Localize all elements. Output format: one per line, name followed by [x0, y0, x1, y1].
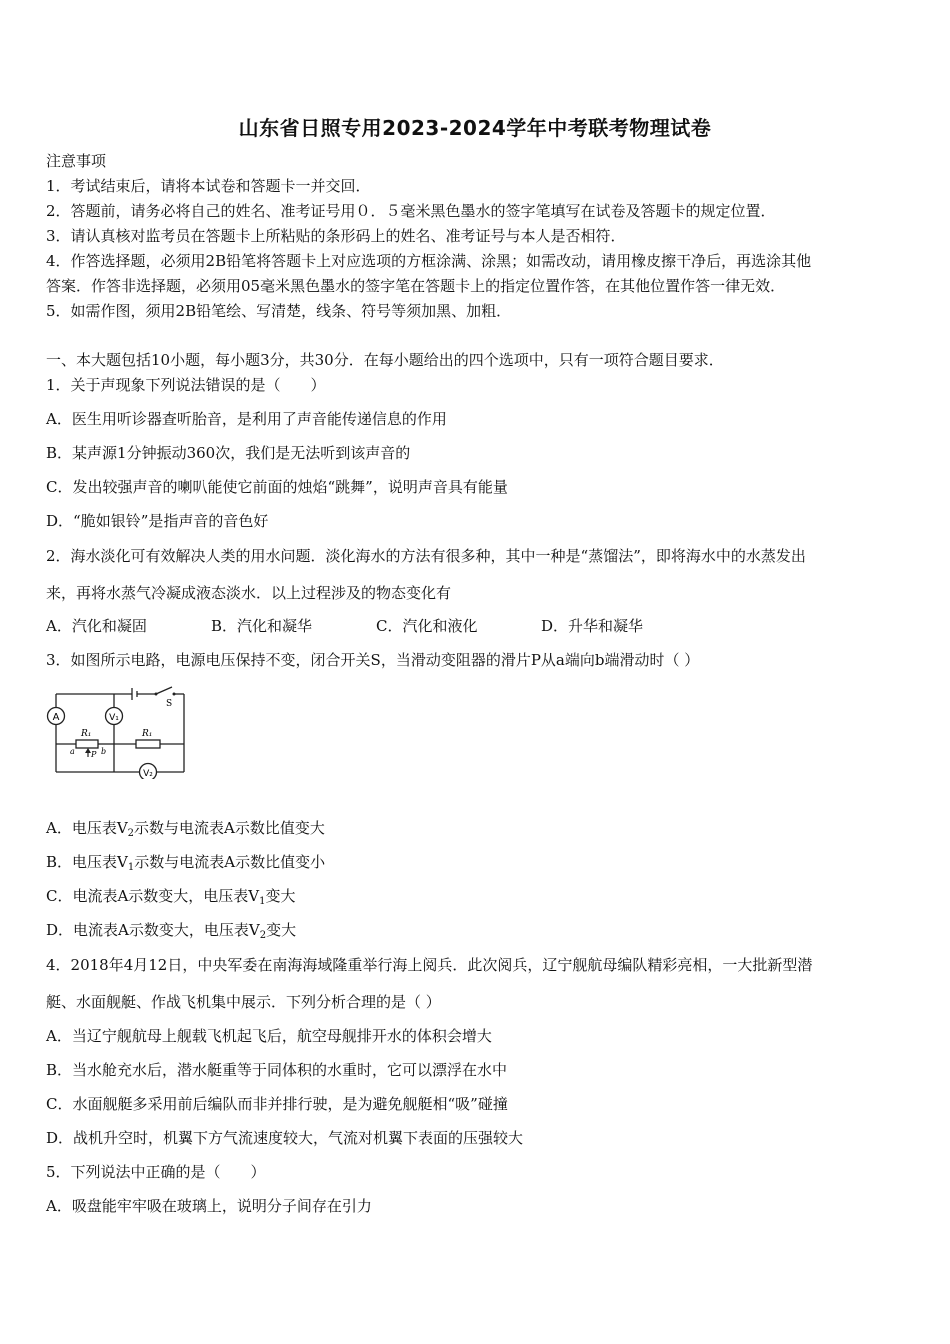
question-3-option-b: B．电压表$V_1$示数与电流表A示数比值变小 — [46, 853, 326, 873]
question-2-stem-cont: 来，再将水蒸气冷凝成液态淡水．以上过程涉及的物态变化有 — [46, 584, 452, 602]
end-a-label: a — [70, 747, 75, 756]
question-3-stem: 3．如图所示电路，电源电压保持不变，闭合开关S，当滑动变阻器的滑片P从a端向b端滑动时（ ） — [46, 651, 700, 669]
question-2-option-c: C．汽化和液化 — [376, 617, 478, 635]
notice-item: 3．请认真核对监考员在答题卡上所粘贴的条形码上的姓名、准考证号与本人是否相符． — [46, 227, 626, 245]
question-1-option-d: D．“脆如银铃”是指声音的音色好 — [46, 512, 269, 530]
question-1-option-b: B．某声源1分钟振动360次，我们是无法听到该声音的 — [46, 444, 411, 462]
question-5-option-a: A．吸盘能牢牢吸在玻璃上，说明分子间存在引力 — [46, 1197, 372, 1215]
notice-heading: 注意事项 — [46, 152, 107, 170]
question-2-option-a: A．汽化和凝固 — [46, 617, 147, 635]
question-4-option-b: B．当水舱充水后，潜水艇重等于同体积的水重时，它可以漂浮在水中 — [46, 1061, 508, 1079]
question-3-option-a: A．电压表$V_2$示数与电流表A示数比值变大 — [46, 819, 325, 839]
question-4-option-c: C．水面舰艇多采用前后编队而非并排行驶，是为避免舰艇相“吸”碰撞 — [46, 1095, 508, 1113]
question-3-option-d: D．电流表A示数变大，电压表$V_2$变大 — [46, 921, 297, 941]
circuit-diagram — [44, 684, 189, 779]
notice-item: 2．答题前，请务必将自己的姓名、准考证号用０．５毫米黑色墨水的签字笔填写在试卷及答题卡的规定位置． — [46, 202, 776, 220]
r2-label: R₁ — [142, 729, 153, 739]
question-5-stem: 5．下列说法中正确的是（ ） — [46, 1163, 266, 1181]
question-3-option-c: C．电流表A示数变大，电压表$V_1$变大 — [46, 887, 296, 907]
voltmeter-v1-label: V₁ — [109, 713, 119, 723]
slider-p-label: P — [91, 750, 97, 759]
section-heading: 一、本大题包括10小题，每小题3分，共30分．在每小题给出的四个选项中，只有一项符合题目要求． — [46, 351, 724, 369]
question-4-stem-cont: 艇、水面舰艇、作战飞机集中展示．下列分析合理的是（ ） — [46, 993, 441, 1011]
notice-item: 4．作答选择题，必须用2B铅笔将答题卡上对应选项的方框涂满、涂黑；如需改动，请用橡皮擦干净后，再选涂其他 — [46, 252, 812, 270]
voltmeter-v2-label: V₂ — [143, 769, 153, 779]
r1-label: R₁ — [81, 729, 92, 739]
end-b-label: b — [101, 747, 107, 756]
question-2-stem: 2．海水淡化可有效解决人类的用水问题．淡化海水的方法有很多种，其中一种是“蒸馏法”，即将海水中的水蒸发出 — [46, 547, 806, 565]
question-1-option-c: C．发出较强声音的喇叭能使它前面的烛焰“跳舞”，说明声音具有能量 — [46, 478, 508, 496]
page-title: 山东省日照专用2023-2024学年中考联考物理试卷 — [238, 116, 712, 140]
question-2-option-d: D．升华和凝华 — [541, 617, 644, 635]
question-4-option-d: D．战机升空时，机翼下方气流速度较大，气流对机翼下表面的压强较大 — [46, 1129, 524, 1147]
question-2-option-b: B．汽化和凝华 — [211, 617, 313, 635]
switch-s-label: S — [166, 699, 173, 709]
question-4-option-a: A．当辽宁舰航母上舰载飞机起飞后，航空母舰排开水的体积会增大 — [46, 1027, 492, 1045]
question-4-stem: 4．2018年4月12日，中央军委在南海海域隆重举行海上阅兵．此次阅兵，辽宁舰航母编队精彩亮相，一大批新型潜 — [46, 956, 813, 974]
question-1-option-a: A．医生用听诊器查听胎音，是利用了声音能传递信息的作用 — [46, 410, 447, 428]
question-2-options — [46, 616, 643, 636]
notice-item: 1．考试结束后，请将本试卷和答题卡一并交回． — [46, 177, 371, 195]
resistor-r2 — [136, 740, 160, 748]
notice-item: 5．如需作图，须用2B铅笔绘、写清楚，线条、符号等须加黑、加粗． — [46, 302, 512, 320]
question-1-stem: 1．关于声现象下列说法错误的是（ ） — [46, 376, 326, 394]
rheostat-r1 — [76, 740, 98, 748]
ammeter-label: A — [52, 712, 60, 723]
notice-item: 答案．作答非选择题，必须用05毫米黑色墨水的签字笔在答题卡上的指定位置作答，在其他位置作答一律无效． — [46, 277, 786, 295]
